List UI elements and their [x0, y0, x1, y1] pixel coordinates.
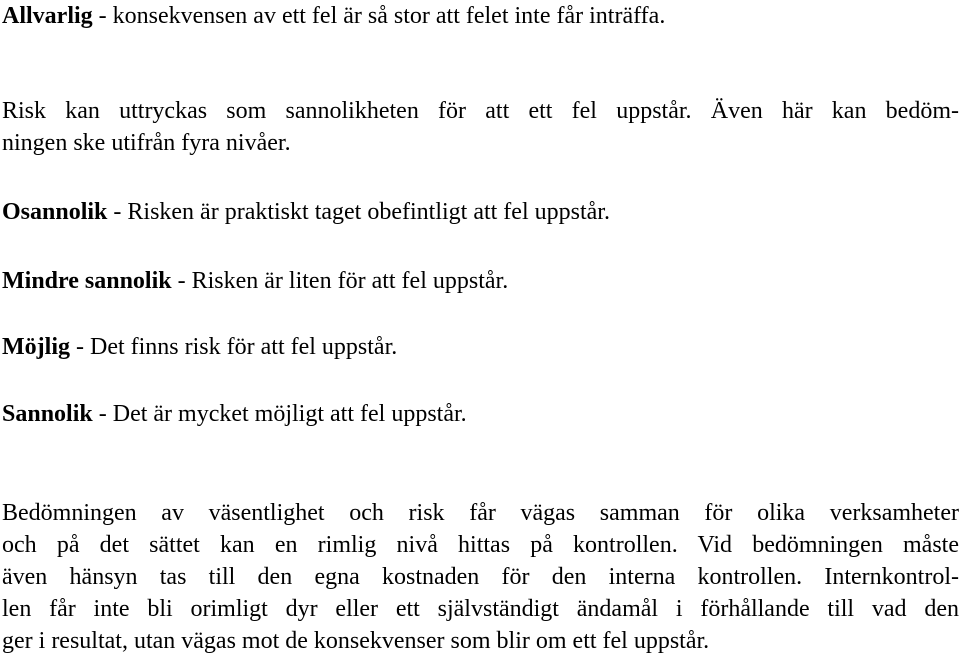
risk-level-term: Sannolik: [2, 401, 93, 427]
risk-level-sannolik: [2, 398, 467, 430]
risk-level-separator: -: [69, 334, 90, 360]
risk-level-term: Mindre sannolik: [2, 268, 172, 294]
risk-level-term: Möjlig: [2, 334, 70, 360]
conclusion-line: ger i resultat, utan vägas mot de konsekvenser som blir om ett fel uppstår.: [2, 628, 710, 654]
risk-intro-paragraph: [2, 95, 959, 159]
severity-separator: -: [92, 3, 113, 29]
risk-level-description: Det är mycket möjligt att fel uppstår.: [112, 401, 467, 427]
risk-intro-line: Risk kan uttryckas som sannolikheten för att ett fel uppstår. Även här kan bedöm-: [2, 98, 959, 124]
risk-level-separator: -: [171, 268, 192, 294]
risk-level-osannolik: [2, 196, 610, 228]
risk-level-separator: -: [92, 401, 113, 427]
conclusion-line: även hänsyn tas till den egna kostnaden för den interna kontrollen. Internkontrol-: [2, 564, 959, 590]
severity-definition-allvarlig: [2, 0, 665, 32]
risk-level-description: Risken är liten för att fel uppstår.: [191, 268, 509, 294]
severity-term: Allvarlig: [2, 3, 93, 29]
conclusion-paragraph: [2, 497, 959, 657]
risk-intro-line: ningen ske utifrån fyra nivåer.: [2, 130, 291, 156]
severity-description: konsekvensen av ett fel är så stor att felet inte får inträffa.: [112, 3, 666, 29]
risk-level-mojlig: [2, 331, 397, 363]
risk-level-term: Osannolik: [2, 199, 108, 225]
risk-level-mindre-sannolik: [2, 265, 508, 297]
risk-level-description: Det finns risk för att fel uppstår.: [89, 334, 398, 360]
conclusion-line: och på det sättet kan en rimlig nivå hittas på kontrollen. Vid bedömningen måste: [2, 532, 959, 558]
risk-level-description: Risken är praktiskt taget obefintligt att fel uppstår.: [127, 199, 610, 225]
conclusion-line: len får inte bli orimligt dyr eller ett självständigt ändamål i förhållande till vad den: [2, 596, 959, 622]
risk-level-separator: -: [107, 199, 128, 225]
conclusion-line: Bedömningen av väsentlighet och risk får vägas samman för olika verksamheter: [2, 500, 959, 526]
